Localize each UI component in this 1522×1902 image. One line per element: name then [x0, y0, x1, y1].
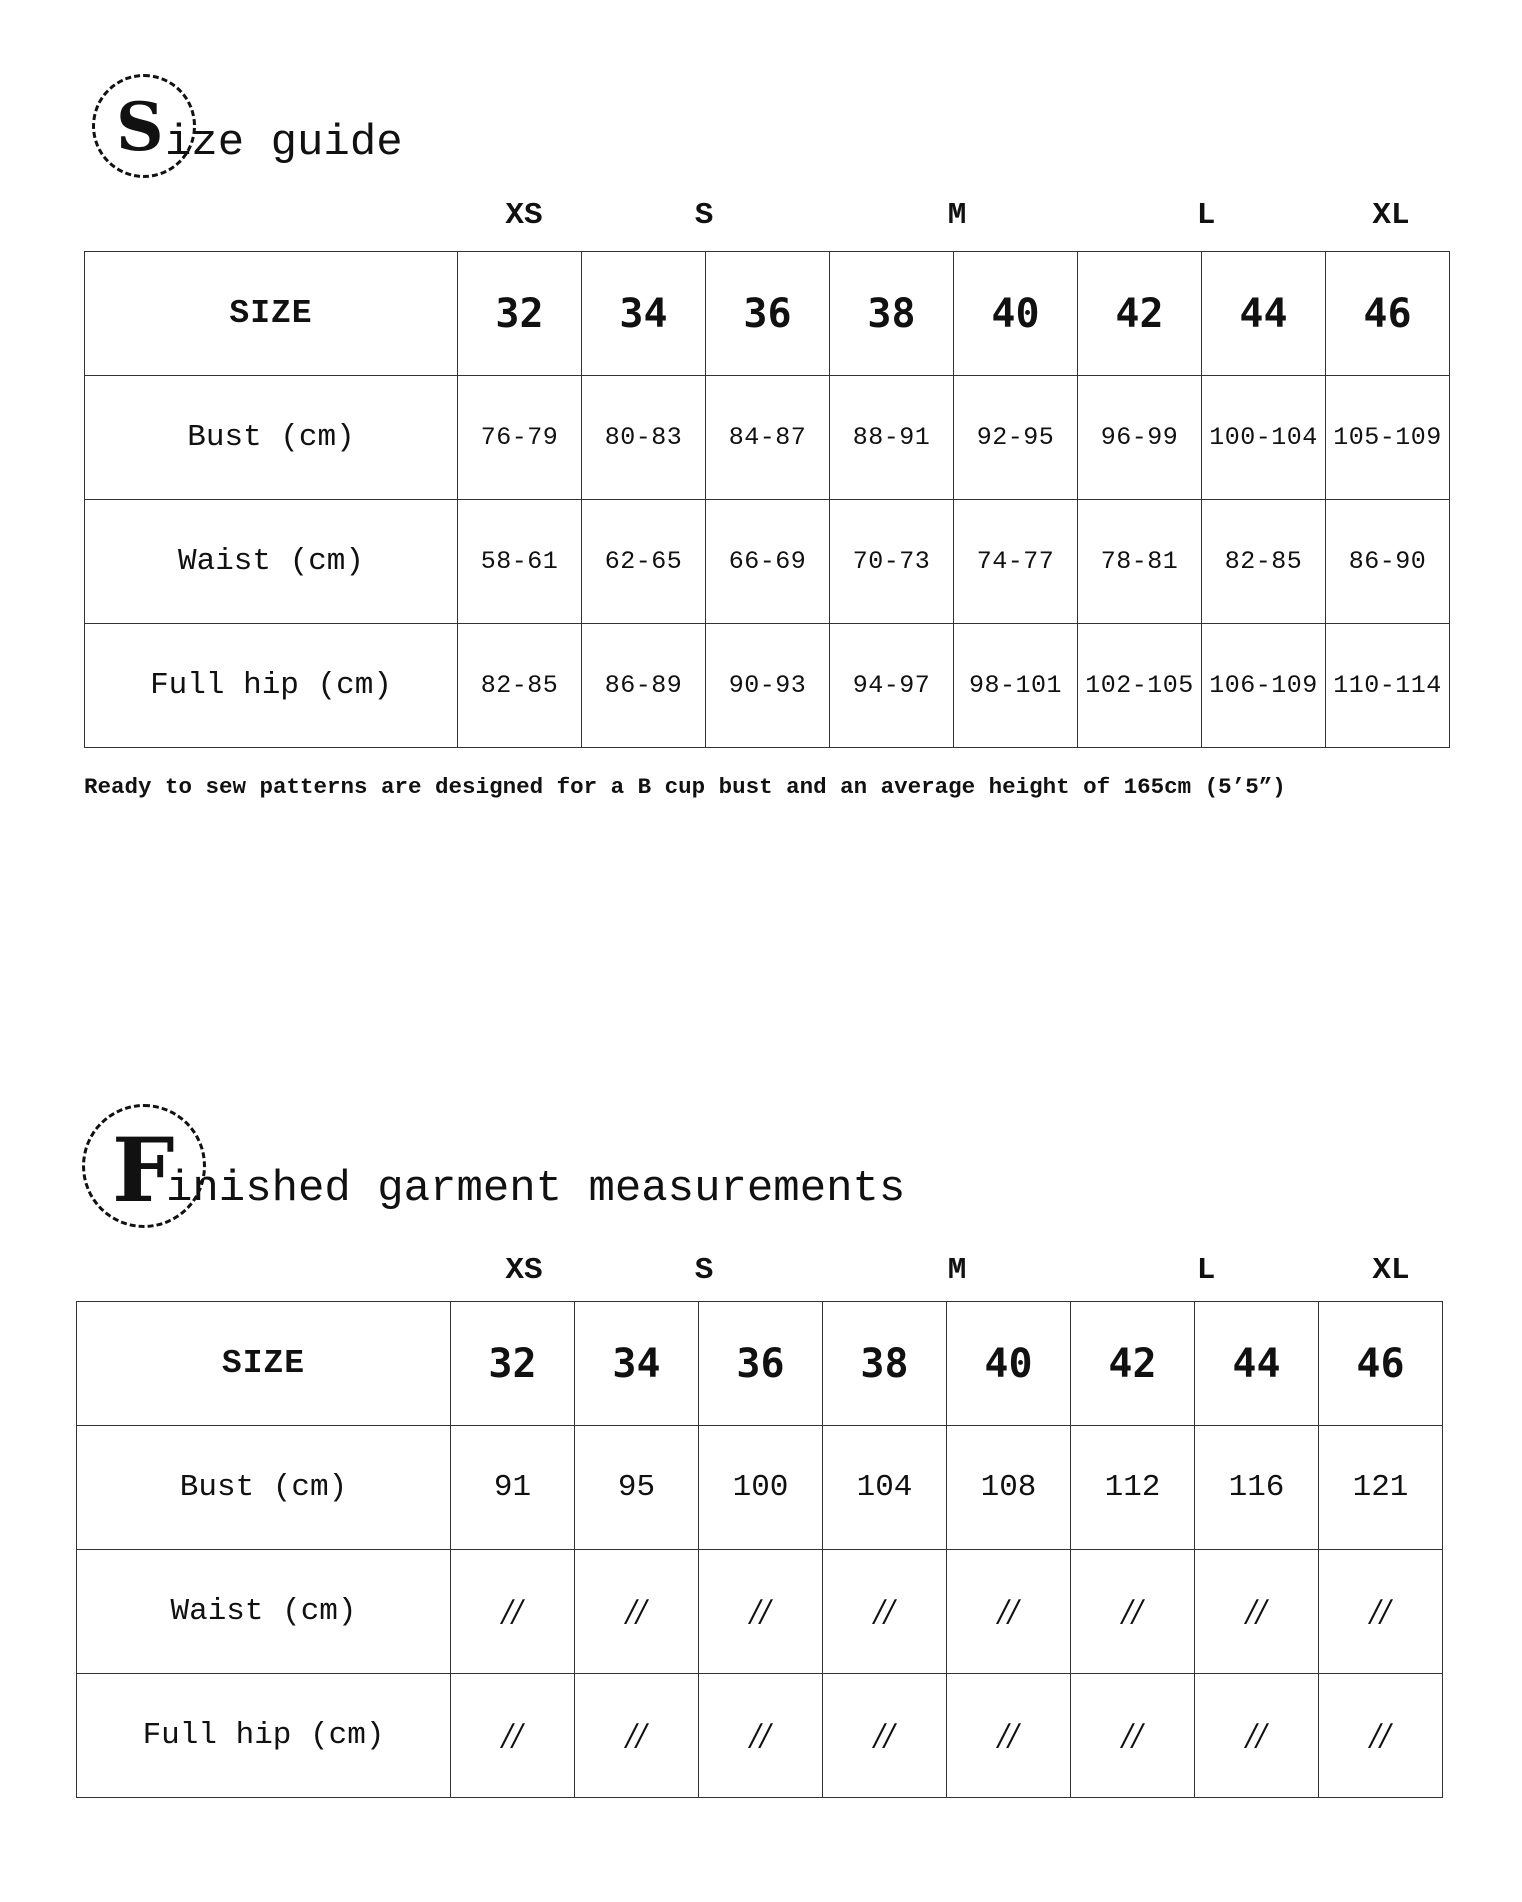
table-cell: // — [947, 1674, 1071, 1798]
table-cell: // — [451, 1674, 575, 1798]
letter-size-label: L — [1196, 198, 1216, 233]
table-cell: // — [947, 1550, 1071, 1674]
table-cell: // — [575, 1674, 699, 1798]
table-cell: 94-97 — [830, 624, 954, 748]
table-cell: 66-69 — [706, 500, 830, 624]
letter-size-label: M — [947, 198, 967, 233]
size-number-cell: 44 — [1202, 252, 1326, 376]
size-number-cell: 38 — [823, 1302, 947, 1426]
heading-initial: F — [112, 1118, 175, 1222]
size-guide-table — [84, 251, 1450, 748]
letter-size-row — [0, 196, 1522, 236]
table-cell: 88-91 — [830, 376, 954, 500]
letter-size-label: XS — [505, 198, 543, 233]
size-number-cell: 38 — [830, 252, 954, 376]
table-cell: 104 — [823, 1426, 947, 1550]
table-cell: 95 — [575, 1426, 699, 1550]
row-label: Waist (cm) — [77, 1550, 451, 1674]
table-header-row — [85, 252, 1450, 376]
row-label: Bust (cm) — [77, 1426, 451, 1550]
finished-garment-table — [76, 1301, 1443, 1798]
table-cell: 100-104 — [1202, 376, 1326, 500]
table-cell: 92-95 — [954, 376, 1078, 500]
table-cell: 91 — [451, 1426, 575, 1550]
heading-text: ize guide — [165, 118, 403, 168]
table-cell: 82-85 — [458, 624, 582, 748]
table-header-row — [77, 1302, 1443, 1426]
table-cell: 105-109 — [1326, 376, 1450, 500]
table-cell: 108 — [947, 1426, 1071, 1550]
size-number-cell: 36 — [699, 1302, 823, 1426]
size-number-cell: 40 — [954, 252, 1078, 376]
table-row — [85, 624, 1450, 748]
size-header-cell: SIZE — [85, 252, 458, 376]
table-cell: 58-61 — [458, 500, 582, 624]
letter-size-label: M — [947, 1253, 967, 1288]
table-cell: // — [699, 1674, 823, 1798]
size-number-cell: 32 — [451, 1302, 575, 1426]
size-number-cell: 42 — [1071, 1302, 1195, 1426]
letter-size-label: S — [694, 1253, 714, 1288]
table-cell: // — [823, 1674, 947, 1798]
table-cell: 110-114 — [1326, 624, 1450, 748]
table-cell: 100 — [699, 1426, 823, 1550]
table-cell: // — [451, 1550, 575, 1674]
table-cell: // — [1319, 1674, 1443, 1798]
table-row — [77, 1550, 1443, 1674]
table-cell: 106-109 — [1202, 624, 1326, 748]
letter-size-label: XS — [505, 1253, 543, 1288]
size-number-cell: 46 — [1319, 1302, 1443, 1426]
size-number-cell: 36 — [706, 252, 830, 376]
table-cell: 78-81 — [1078, 500, 1202, 624]
table-row — [77, 1426, 1443, 1550]
row-label: Full hip (cm) — [77, 1674, 451, 1798]
letter-size-label: XL — [1372, 198, 1410, 233]
table-cell: // — [575, 1550, 699, 1674]
size-guide-heading — [92, 74, 492, 184]
size-number-cell: 34 — [575, 1302, 699, 1426]
table-cell: // — [1071, 1674, 1195, 1798]
letter-size-label: XL — [1372, 1253, 1410, 1288]
size-number-cell: 34 — [582, 252, 706, 376]
table-row — [77, 1674, 1443, 1798]
letter-size-row — [0, 1251, 1522, 1291]
row-label: Waist (cm) — [85, 500, 458, 624]
table-cell: 86-90 — [1326, 500, 1450, 624]
table-cell: 80-83 — [582, 376, 706, 500]
finished-garment-heading — [82, 1104, 982, 1222]
table-cell: 70-73 — [830, 500, 954, 624]
row-label: Bust (cm) — [85, 376, 458, 500]
size-header-cell: SIZE — [77, 1302, 451, 1426]
table-cell: // — [1071, 1550, 1195, 1674]
table-cell: 96-99 — [1078, 376, 1202, 500]
size-number-cell: 42 — [1078, 252, 1202, 376]
table-cell: 90-93 — [706, 624, 830, 748]
table-cell: 76-79 — [458, 376, 582, 500]
table-cell: 102-105 — [1078, 624, 1202, 748]
heading-text: inished garment measurements — [166, 1164, 906, 1214]
table-cell: 82-85 — [1202, 500, 1326, 624]
table-row — [85, 500, 1450, 624]
table-cell: 74-77 — [954, 500, 1078, 624]
size-number-cell: 44 — [1195, 1302, 1319, 1426]
size-number-cell: 46 — [1326, 252, 1450, 376]
size-number-cell: 40 — [947, 1302, 1071, 1426]
heading-initial: S — [116, 88, 164, 166]
letter-size-label: L — [1196, 1253, 1216, 1288]
table-cell: 116 — [1195, 1426, 1319, 1550]
table-cell: 121 — [1319, 1426, 1443, 1550]
table-row — [85, 376, 1450, 500]
table-cell: // — [1319, 1550, 1443, 1674]
table-cell: // — [823, 1550, 947, 1674]
table-cell: // — [1195, 1550, 1319, 1674]
table-cell: 62-65 — [582, 500, 706, 624]
table-cell: 86-89 — [582, 624, 706, 748]
pattern-note: Ready to sew patterns are designed for a B cup bust and an average height of 165cm (5’5”) — [84, 774, 1286, 800]
table-cell: // — [699, 1550, 823, 1674]
table-cell: // — [1195, 1674, 1319, 1798]
row-label: Full hip (cm) — [85, 624, 458, 748]
letter-size-label: S — [694, 198, 714, 233]
table-cell: 112 — [1071, 1426, 1195, 1550]
table-cell: 98-101 — [954, 624, 1078, 748]
table-cell: 84-87 — [706, 376, 830, 500]
size-number-cell: 32 — [458, 252, 582, 376]
